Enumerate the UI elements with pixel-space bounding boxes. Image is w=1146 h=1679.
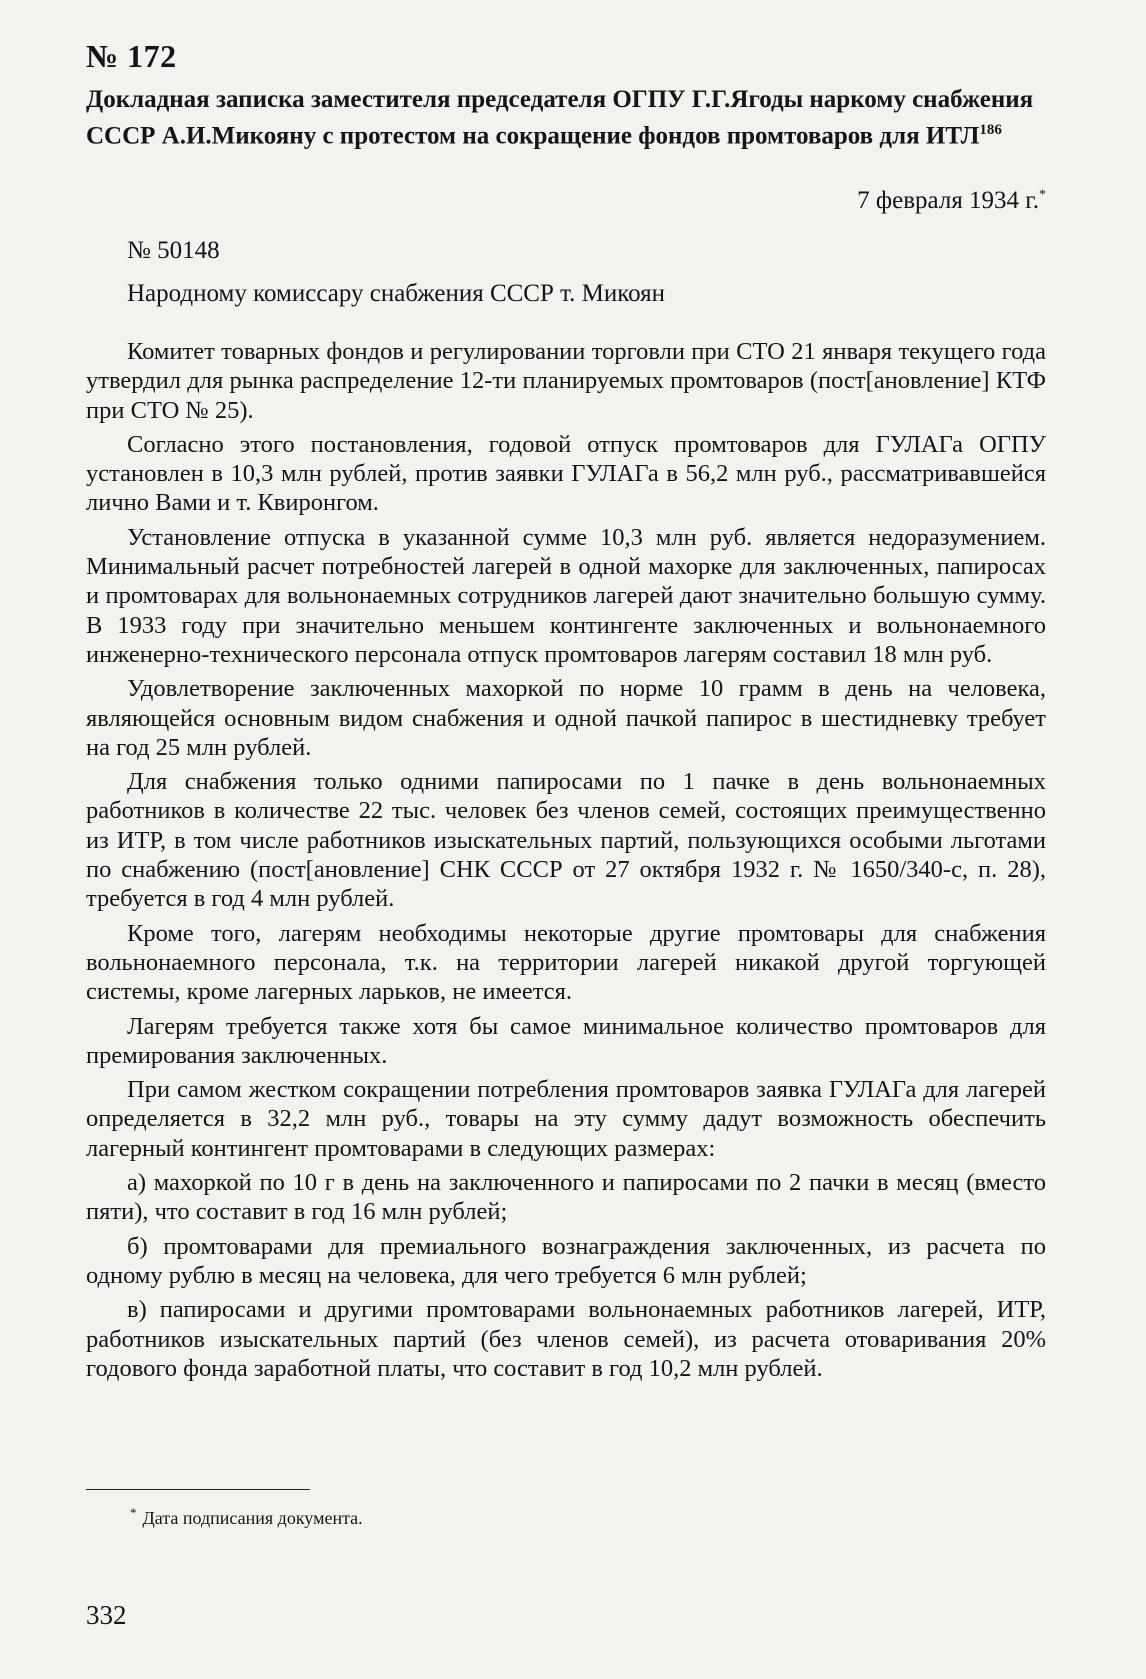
document-date-text: 7 февраля 1934 г. (857, 187, 1039, 214)
list-item: а) махоркой по 10 г в день на заключенного и папиросами по 2 пачки в месяц (вместо пяти), что составит в год 16 млн рублей; (86, 1169, 1046, 1226)
document-number: № 172 (86, 38, 177, 74)
date-footnote-mark: * (1039, 187, 1046, 203)
document-date (857, 187, 1046, 215)
reference-number: № 50148 (127, 237, 220, 264)
document-title (86, 84, 1046, 151)
list-item: б) промтоварами для премиального вознаграждения заключенных, из расчета по одному рублю в месяц на человека, для чего требуется 6 млн рублей; (86, 1232, 1046, 1289)
paragraph: Для снабжения только одними папиросами по 1 пачке в день вольнонаемных работников в количестве 22 тыс. человек без членов семей, состоящих преимущественно из ИТР, в том числе работников изыскательных партий, пользующихся особыми льготами по снабжению (пост[ановление] СНК СССР от 27 октября 1932 г. № 1650/340-с, п. 28), требуется в год 4 млн рублей. (86, 768, 1046, 913)
title-note-ref: 186 (979, 122, 1002, 138)
paragraph: Лагерям требуется также хотя бы самое минимальное количество промтоваров для премирования заключенных. (86, 1012, 1046, 1069)
page-number: 332 (86, 1600, 127, 1630)
paragraph: Установление отпуска в указанной сумме 10,3 млн руб. является недоразумением. Минимальный расчет потребностей лагерей в одной махорке для заключенных, папиросах и промтоварах для вольнонаемных сотрудников лагерей дают значительно большую сумму. В 1933 году при значительно меньшем контингенте заключенных и вольнонаемного инженерно-технического персонала отпуск промтоваров лагерям составил 18 млн руб. (86, 523, 1046, 668)
paragraph: Согласно этого постановления, годовой отпуск промтоваров для ГУЛАГа ОГПУ установлен в 10,3 млн рублей, против заявки ГУЛАГа в 56,2 млн руб., рассматривавшейся лично Вами и т. Квиронгом. (86, 430, 1046, 517)
document-title-text: Докладная записка заместителя председателя ОГПУ Г.Г.Ягоды наркому снабжения СССР А.И.Микояну с протестом на сокращение фондов промтоваров для ИТЛ (86, 86, 1034, 150)
document-body (86, 337, 1046, 1388)
paragraph: Удовлетворение заключенных махоркой по норме 10 грамм в день на человека, являющейся основным видом снабжения и одной пачкой папирос в шестидневку требует на год 25 млн рублей. (86, 675, 1046, 761)
paragraph: При самом жестком сокращении потребления промтоваров заявка ГУЛАГа для лагерей определяется в 32,2 млн руб., товары на эту сумму дадут возможность обеспечить лагерный контингент промтоварами в следующих размерах: (86, 1076, 1046, 1162)
footnote-text: Дата подписания документа. (142, 1508, 363, 1528)
paragraph: Комитет товарных фондов и регулировании торговли при СТО 21 января текущего года утвердил для рынка распределение 12-ти планируемых промтоваров (пост[ановление] КТФ при СТО № 25). (86, 338, 1046, 424)
list-item: в) папиросами и другими промтоварами вольнонаемных работников лагерей, ИТР, работников изыскательных партий (без членов семей), из расчета отоваривания 20% годового фонда заработной платы, что составит в год 10,2 млн рублей. (86, 1296, 1046, 1382)
footnote-divider (86, 1489, 310, 1490)
footnote-mark: * (130, 1505, 137, 1520)
footnote (130, 1505, 363, 1529)
paragraph: Кроме того, лагерям необходимы некоторые другие промтовары для снабжения вольнонаемного персонала, т.к. на территории лагерей никакой другой торгующей системы, кроме лагерных ларьков, не имеется. (86, 919, 1046, 1006)
addressee: Народному комиссару снабжения СССР т. Микоян (127, 280, 666, 307)
